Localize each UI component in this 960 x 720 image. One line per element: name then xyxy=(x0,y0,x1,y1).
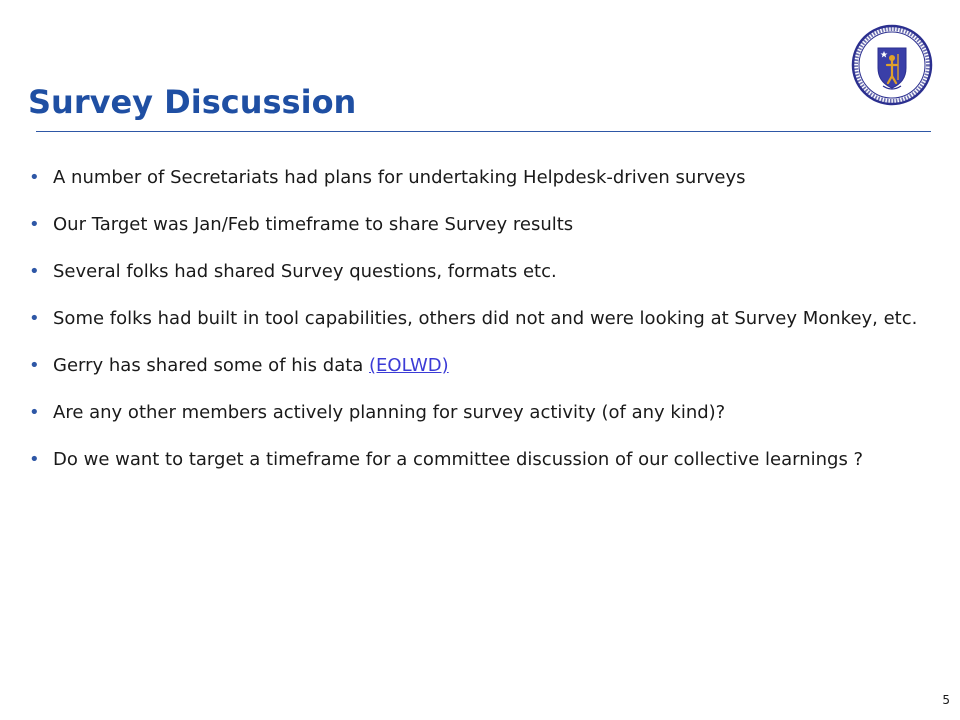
bullet-text: Several folks had shared Survey questions, formats etc. xyxy=(53,261,557,282)
bullet-item xyxy=(29,260,941,283)
slide-title: Survey Discussion xyxy=(28,83,357,121)
bullet-text: Are any other members actively planning for survey activity (of any kind)? xyxy=(53,402,726,423)
bullet-icon: • xyxy=(29,214,40,235)
eolwd-link[interactable]: (EOLWD) xyxy=(369,355,449,376)
bullet-icon: • xyxy=(29,449,40,470)
bullet-icon: • xyxy=(29,167,40,188)
bullet-item xyxy=(29,307,941,330)
bullet-icon: • xyxy=(29,402,40,423)
title-divider xyxy=(36,131,931,132)
page-number: 5 xyxy=(942,693,950,707)
bullet-item xyxy=(29,213,941,236)
bullet-text: A number of Secretariats had plans for undertaking Helpdesk-driven surveys xyxy=(53,167,746,188)
bullet-text: Our Target was Jan/Feb timeframe to share Survey results xyxy=(53,214,574,235)
bullet-text: Gerry has shared some of his data xyxy=(53,355,370,376)
bullet-icon: • xyxy=(29,308,40,329)
bullet-text: Some folks had built in tool capabilities, others did not and were looking at Survey Monkey, etc. xyxy=(53,308,918,329)
bullet-icon: • xyxy=(29,261,40,282)
bullet-text: Do we want to target a timeframe for a committee discussion of our collective learnings ? xyxy=(53,449,864,470)
bullet-item xyxy=(29,354,941,377)
bullet-item xyxy=(29,166,941,189)
bullet-item xyxy=(29,401,941,424)
bullet-item xyxy=(29,448,941,471)
bullet-list xyxy=(29,166,941,495)
bullet-icon: • xyxy=(29,355,40,376)
state-seal-icon xyxy=(851,24,933,106)
